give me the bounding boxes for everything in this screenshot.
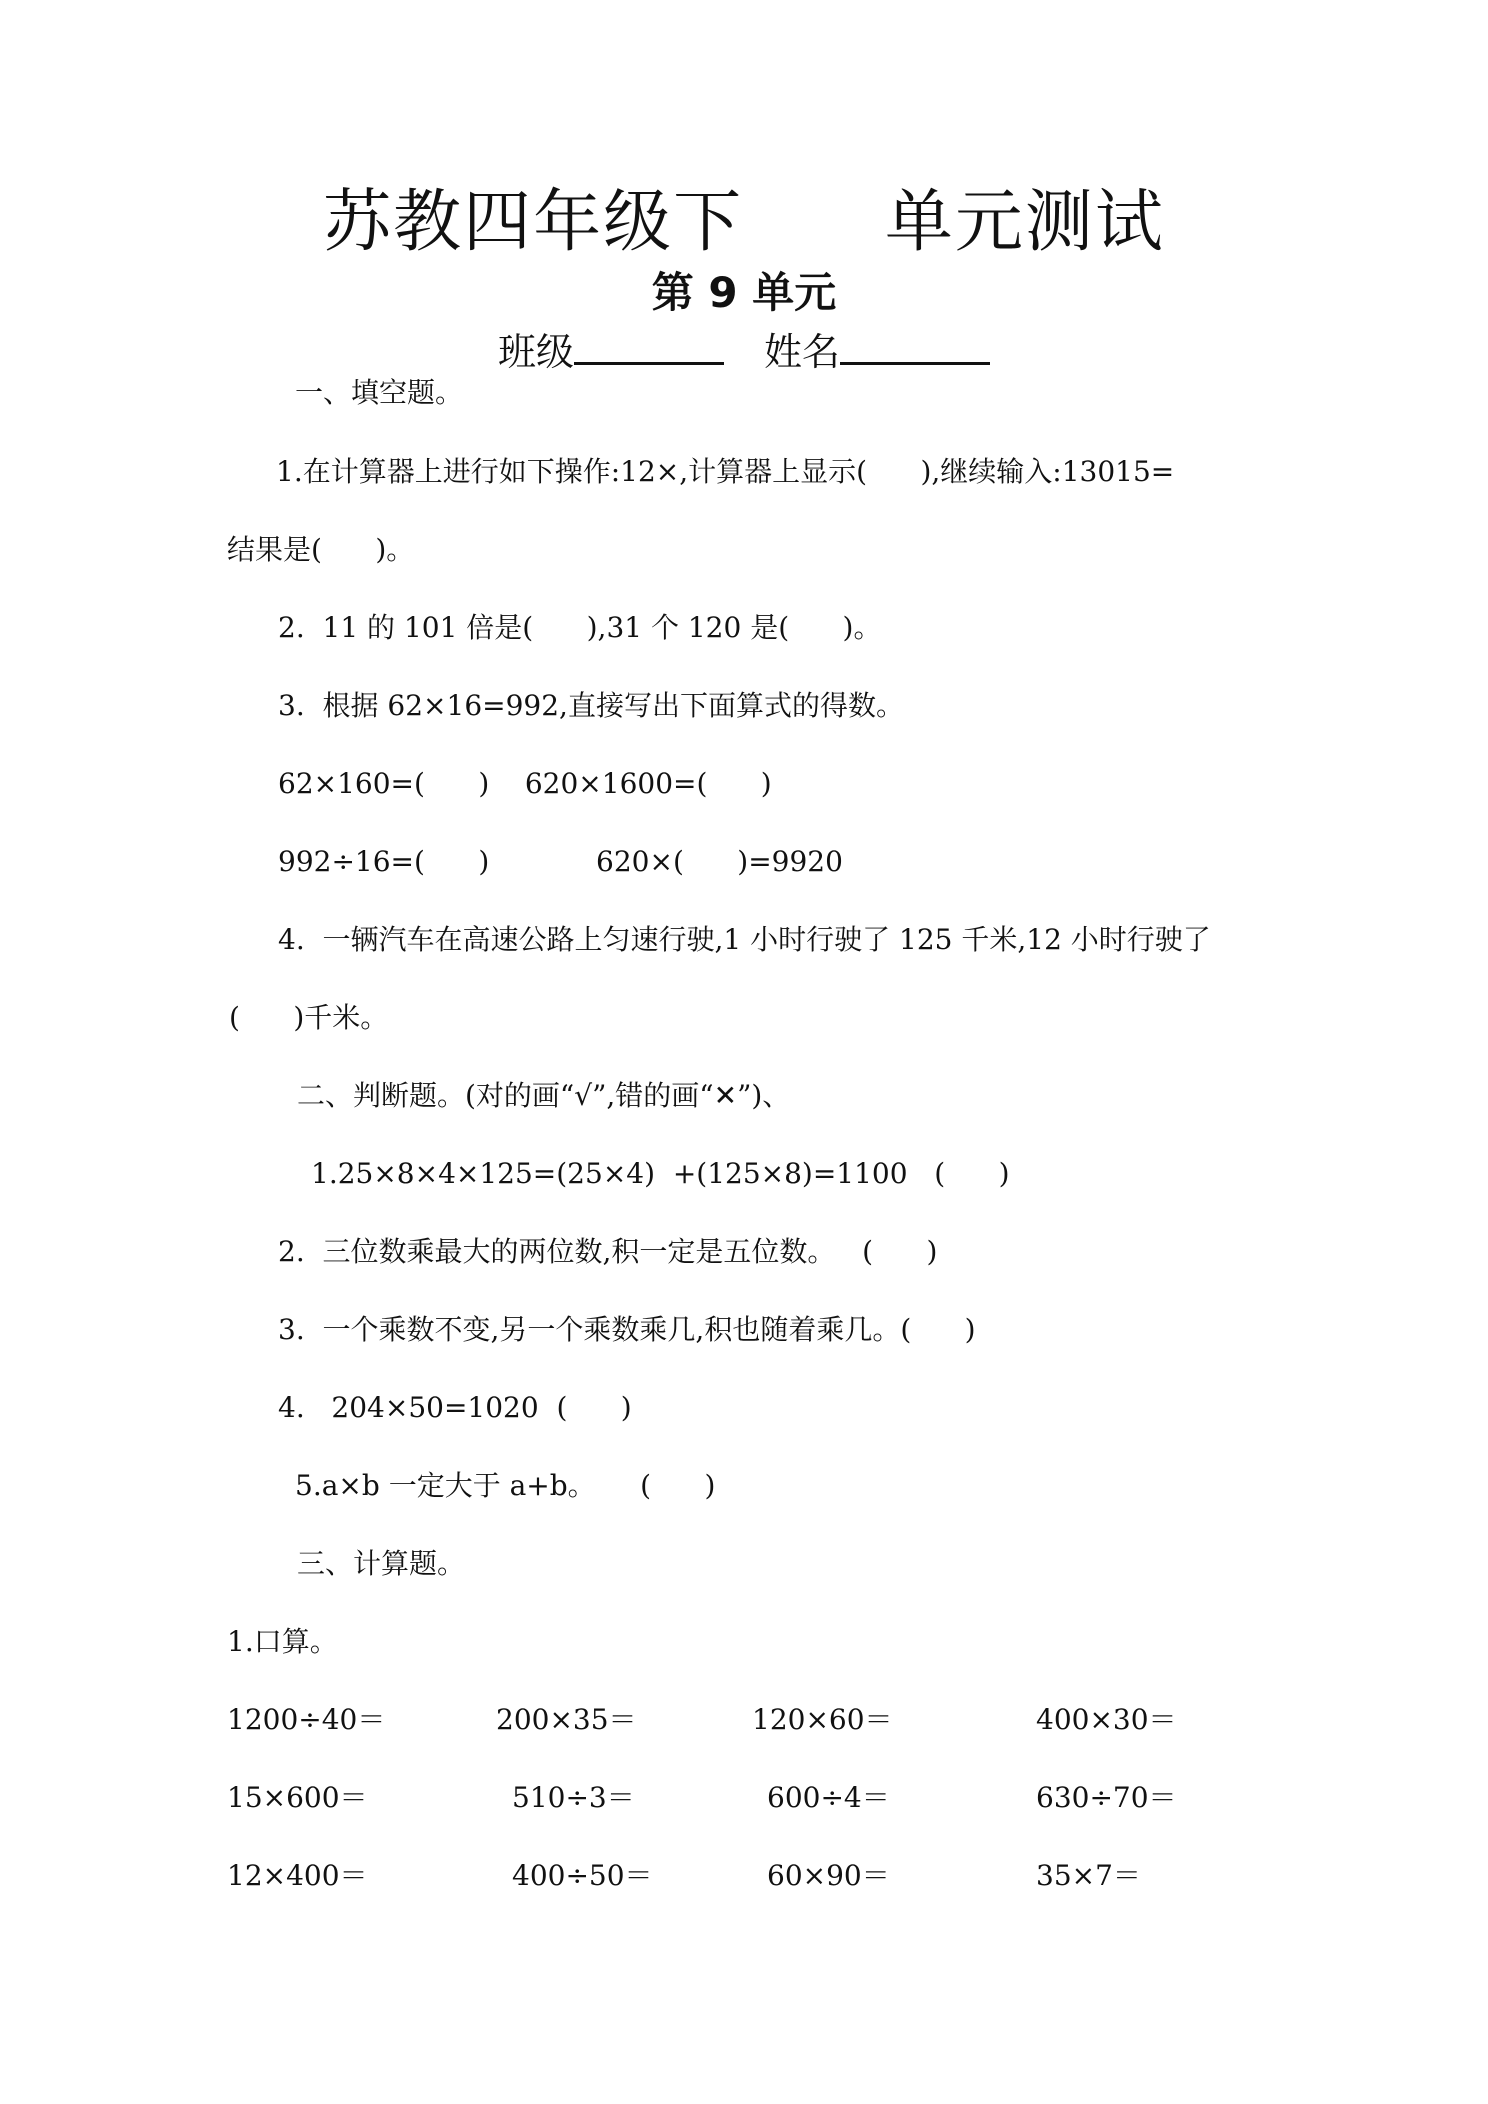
name-blank[interactable]	[840, 322, 990, 365]
name-label: 姓名	[764, 330, 841, 374]
calc-cell: 1200÷40＝	[227, 1703, 386, 1736]
question-4-line-1: 4. 一辆汽车在高速公路上匀速行驶,1 小时行驶了 125 千米,12 小时行驶了	[278, 923, 1211, 956]
question-1-line-2: 结果是( )。	[227, 533, 415, 566]
oral-calc-label: 1.口算。	[227, 1625, 338, 1658]
calc-cell: 510÷3＝	[512, 1781, 635, 1814]
section-3-heading: 三、计算题。	[297, 1547, 466, 1580]
judge-item-4: 4. 204×50=1020 ( )	[278, 1391, 632, 1424]
page-title: 苏教四年级下 单元测试	[323, 183, 1165, 262]
judge-item-5: 5.a×b 一定大于 a+b。 ( )	[295, 1469, 716, 1502]
section-2-heading: 二、判断题。(对的画“√”,错的画“✕”)、	[297, 1079, 791, 1112]
question-1-line-1: 1.在计算器上进行如下操作:12×,计算器上显示( ),继续输入:13015=	[276, 455, 1175, 488]
judge-item-1: 1.25×8×4×125=(25×4) +(125×8)=1100 ( )	[311, 1157, 1010, 1190]
question-4-line-2: ( )千米。	[229, 1001, 389, 1034]
calc-cell: 630÷70＝	[1036, 1781, 1177, 1814]
calc-cell: 600÷4＝	[767, 1781, 890, 1814]
calc-cell: 120×60＝	[752, 1703, 893, 1736]
calc-cell: 15×600＝	[227, 1781, 368, 1814]
calc-cell: 35×7＝	[1036, 1859, 1141, 1892]
unit-subtitle: 第 9 单元	[651, 268, 837, 317]
calc-cell: 400÷50＝	[512, 1859, 653, 1892]
judge-item-2: 2. 三位数乘最大的两位数,积一定是五位数。 ( )	[278, 1235, 938, 1268]
class-label: 班级	[497, 330, 574, 374]
student-info-line	[0, 322, 1488, 379]
calc-cell: 60×90＝	[767, 1859, 890, 1892]
class-blank[interactable]	[574, 322, 724, 365]
section-1-heading: 一、填空题。	[295, 376, 464, 409]
question-3: 3. 根据 62×16=992,直接写出下面算式的得数。	[278, 689, 904, 722]
calc-cell: 12×400＝	[227, 1859, 368, 1892]
judge-item-3: 3. 一个乘数不变,另一个乘数乘几,积也随着乘几。( )	[278, 1313, 976, 1346]
question-3-row-b: 992÷16=( ) 620×( )=9920	[278, 845, 843, 878]
question-2: 2. 11 的 101 倍是( ),31 个 120 是( )。	[278, 611, 882, 644]
calc-cell: 400×30＝	[1036, 1703, 1177, 1736]
calc-cell: 200×35＝	[496, 1703, 637, 1736]
question-3-row-a: 62×160=( ) 620×1600=( )	[278, 767, 772, 800]
